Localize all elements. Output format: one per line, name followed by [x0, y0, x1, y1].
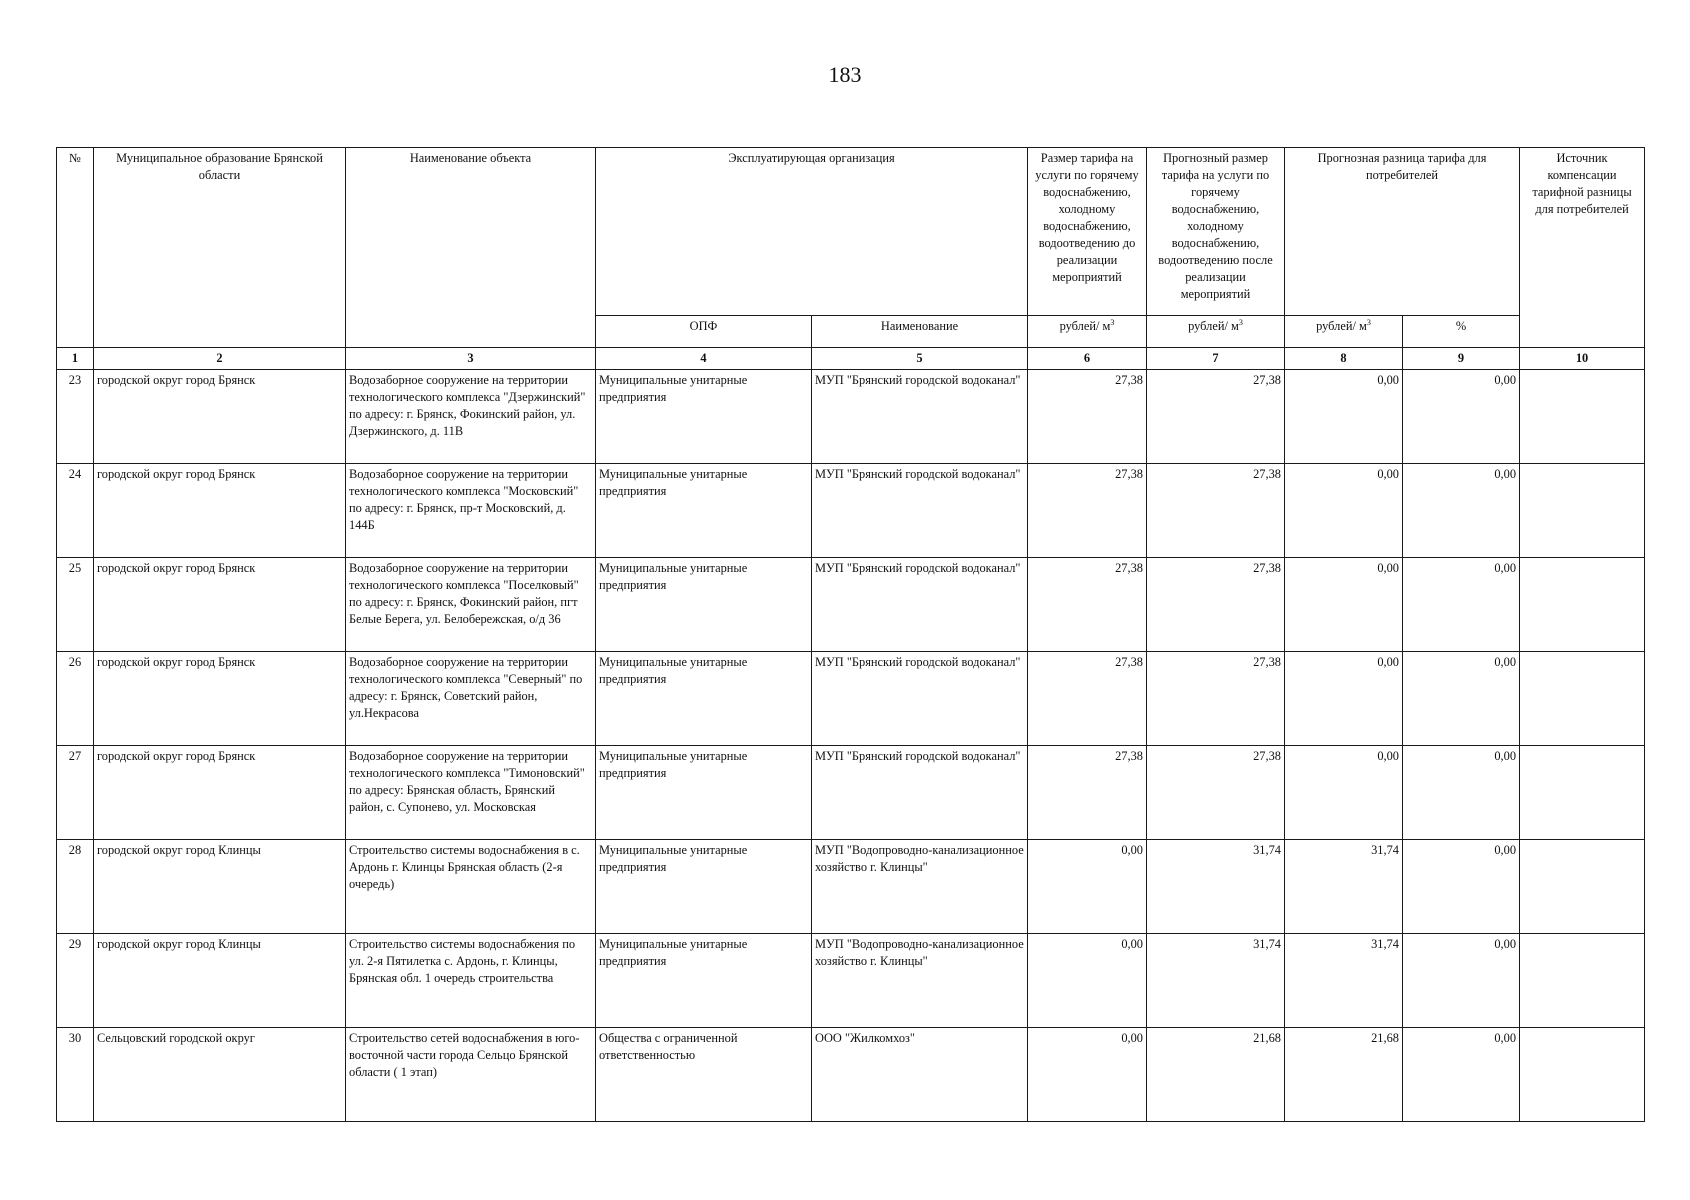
source-cell: [1520, 934, 1645, 1028]
table-row: [57, 370, 1645, 464]
object-cell: Водозаборное сооружение на территории технологического комплекса "Московский" по адресу: г. Брянск, пр-т Московский, д. 144Б: [346, 464, 596, 558]
difference-rub-cell: 0,00: [1285, 464, 1403, 558]
opf-cell: Муниципальные унитарные предприятия: [596, 840, 812, 934]
header-tariff-after: Прогнозный размер тарифа на услуги по горячему водоснабжению, холодному водоснабжению, водоотведению после реализации мероприятий: [1147, 148, 1285, 316]
difference-percent-cell: 0,00: [1403, 1028, 1520, 1122]
header-name: Наименование: [812, 316, 1028, 348]
header-object: Наименование объекта: [346, 148, 596, 348]
table-row: [57, 464, 1645, 558]
organization-cell: МУП "Водопроводно-канализационное хозяйство г. Клинцы": [812, 934, 1028, 1028]
organization-cell: МУП "Водопроводно-канализационное хозяйство г. Клинцы": [812, 840, 1028, 934]
table-row: [57, 746, 1645, 840]
tariff-after-cell: 27,38: [1147, 464, 1285, 558]
tariff-after-cell: 21,68: [1147, 1028, 1285, 1122]
difference-rub-cell: 0,00: [1285, 558, 1403, 652]
column-number: 9: [1403, 348, 1520, 370]
tariff-before-cell: 27,38: [1028, 746, 1147, 840]
difference-rub-cell: 31,74: [1285, 934, 1403, 1028]
column-number: 10: [1520, 348, 1645, 370]
tariff-after-cell: 27,38: [1147, 652, 1285, 746]
difference-percent-cell: 0,00: [1403, 840, 1520, 934]
column-number: 3: [346, 348, 596, 370]
column-number: 7: [1147, 348, 1285, 370]
opf-cell: Общества с ограниченной ответственностью: [596, 1028, 812, 1122]
column-number: 1: [57, 348, 94, 370]
header-tariff-before: Размер тарифа на услуги по горячему водоснабжению, холодному водоснабжению, водоотведению до реализации мероприятий: [1028, 148, 1147, 316]
municipality-cell: городской округ город Брянск: [94, 464, 346, 558]
row-number: 28: [57, 840, 94, 934]
tariff-before-cell: 0,00: [1028, 1028, 1147, 1122]
source-cell: [1520, 746, 1645, 840]
organization-cell: ООО "Жилкомхоз": [812, 1028, 1028, 1122]
object-cell: Строительство системы водоснабжения в с. Ардонь г. Клинцы Брянская область (2-я очередь): [346, 840, 596, 934]
municipality-cell: городской округ город Клинцы: [94, 840, 346, 934]
object-cell: Водозаборное сооружение на территории технологического комплекса "Северный" по адресу: г. Брянск, Советский район, ул.Некрасова: [346, 652, 596, 746]
opf-cell: Муниципальные унитарные предприятия: [596, 464, 812, 558]
object-cell: Водозаборное сооружение на территории технологического комплекса "Поселковый" по адресу: г. Брянск, Фокинский район, пгт Белые Берега, ул. Белобережская, о/д 36: [346, 558, 596, 652]
table-row: [57, 1028, 1645, 1122]
organization-cell: МУП "Брянский городской водоканал": [812, 370, 1028, 464]
difference-percent-cell: 0,00: [1403, 370, 1520, 464]
municipality-cell: городской округ город Брянск: [94, 746, 346, 840]
organization-cell: МУП "Брянский городской водоканал": [812, 464, 1028, 558]
difference-rub-cell: 0,00: [1285, 746, 1403, 840]
column-number: 5: [812, 348, 1028, 370]
organization-cell: МУП "Брянский городской водоканал": [812, 746, 1028, 840]
object-cell: Строительство сетей водоснабжения в юго-восточной части города Сельцо Брянской области ( 1 этап): [346, 1028, 596, 1122]
object-cell: Водозаборное сооружение на территории технологического комплекса "Дзержинский" по адресу: г. Брянск, Фокинский район, ул. Дзержинского, д. 11В: [346, 370, 596, 464]
table-row: [57, 558, 1645, 652]
tariff-after-cell: 27,38: [1147, 746, 1285, 840]
unit-superscript: 3: [1238, 317, 1243, 327]
unit-superscript: 3: [1366, 317, 1371, 327]
header-row: [57, 148, 1645, 316]
unit-superscript: 3: [1110, 317, 1115, 327]
row-number: 30: [57, 1028, 94, 1122]
opf-cell: Муниципальные унитарные предприятия: [596, 558, 812, 652]
column-number: 2: [94, 348, 346, 370]
tariff-after-cell: 27,38: [1147, 370, 1285, 464]
source-cell: [1520, 464, 1645, 558]
table-row: [57, 652, 1645, 746]
difference-percent-cell: 0,00: [1403, 934, 1520, 1028]
unit-percent: %: [1403, 316, 1520, 348]
row-number: 26: [57, 652, 94, 746]
tariff-before-cell: 27,38: [1028, 558, 1147, 652]
difference-percent-cell: 0,00: [1403, 746, 1520, 840]
page-number: 183: [828, 62, 862, 87]
source-cell: [1520, 1028, 1645, 1122]
unit-cell: [1028, 316, 1147, 348]
header-no: №: [57, 148, 94, 348]
object-cell: Водозаборное сооружение на территории технологического комплекса "Тимоновский" по адресу: Брянская область, Брянский район, с. Супонево, ул. Московская: [346, 746, 596, 840]
row-number: 24: [57, 464, 94, 558]
source-cell: [1520, 558, 1645, 652]
tariff-table: [56, 147, 1645, 1122]
source-cell: [1520, 652, 1645, 746]
tariff-after-cell: 27,38: [1147, 558, 1285, 652]
municipality-cell: городской округ город Брянск: [94, 558, 346, 652]
unit-cell: [1147, 316, 1285, 348]
municipality-cell: городской округ город Брянск: [94, 652, 346, 746]
difference-percent-cell: 0,00: [1403, 464, 1520, 558]
row-number: 27: [57, 746, 94, 840]
header-source: Источник компенсации тарифной разницы для потребителей: [1520, 148, 1645, 348]
municipality-cell: городской округ город Клинцы: [94, 934, 346, 1028]
row-number: 29: [57, 934, 94, 1028]
tariff-before-cell: 0,00: [1028, 934, 1147, 1028]
unit-cell: [1285, 316, 1403, 348]
tariff-before-cell: 27,38: [1028, 464, 1147, 558]
table-row: [57, 840, 1645, 934]
unit-label: рублей/ м: [1188, 319, 1239, 333]
table-body: [57, 148, 1645, 1122]
table-row: [57, 934, 1645, 1028]
column-number: 6: [1028, 348, 1147, 370]
opf-cell: Муниципальные унитарные предприятия: [596, 652, 812, 746]
organization-cell: МУП "Брянский городской водоканал": [812, 652, 1028, 746]
municipality-cell: Сельцовский городской округ: [94, 1028, 346, 1122]
header-difference: Прогнозная разница тарифа для потребителей: [1285, 148, 1520, 316]
row-number: 23: [57, 370, 94, 464]
difference-percent-cell: 0,00: [1403, 652, 1520, 746]
tariff-before-cell: 27,38: [1028, 370, 1147, 464]
difference-rub-cell: 0,00: [1285, 370, 1403, 464]
row-number: 25: [57, 558, 94, 652]
column-number: 8: [1285, 348, 1403, 370]
header-municipality: Муниципальное образование Брянской области: [94, 148, 346, 348]
header-operator: Эксплуатирующая организация: [596, 148, 1028, 316]
object-cell: Строительство системы водоснабжения по ул. 2-я Пятилетка с. Ардонь, г. Клинцы, Брянская обл. 1 очередь строительства: [346, 934, 596, 1028]
difference-rub-cell: 21,68: [1285, 1028, 1403, 1122]
difference-percent-cell: 0,00: [1403, 558, 1520, 652]
unit-label: рублей/ м: [1059, 319, 1111, 333]
organization-cell: МУП "Брянский городской водоканал": [812, 558, 1028, 652]
tariff-after-cell: 31,74: [1147, 934, 1285, 1028]
tariff-before-cell: 0,00: [1028, 840, 1147, 934]
opf-cell: Муниципальные унитарные предприятия: [596, 746, 812, 840]
difference-rub-cell: 31,74: [1285, 840, 1403, 934]
unit-label: рублей/ м: [1316, 319, 1367, 333]
opf-cell: Муниципальные унитарные предприятия: [596, 934, 812, 1028]
tariff-after-cell: 31,74: [1147, 840, 1285, 934]
source-cell: [1520, 370, 1645, 464]
tariff-before-cell: 27,38: [1028, 652, 1147, 746]
source-cell: [1520, 840, 1645, 934]
column-number-row: [57, 348, 1645, 370]
municipality-cell: городской округ город Брянск: [94, 370, 346, 464]
difference-rub-cell: 0,00: [1285, 652, 1403, 746]
column-number: 4: [596, 348, 812, 370]
opf-cell: Муниципальные унитарные предприятия: [596, 370, 812, 464]
header-opf: ОПФ: [596, 316, 812, 348]
